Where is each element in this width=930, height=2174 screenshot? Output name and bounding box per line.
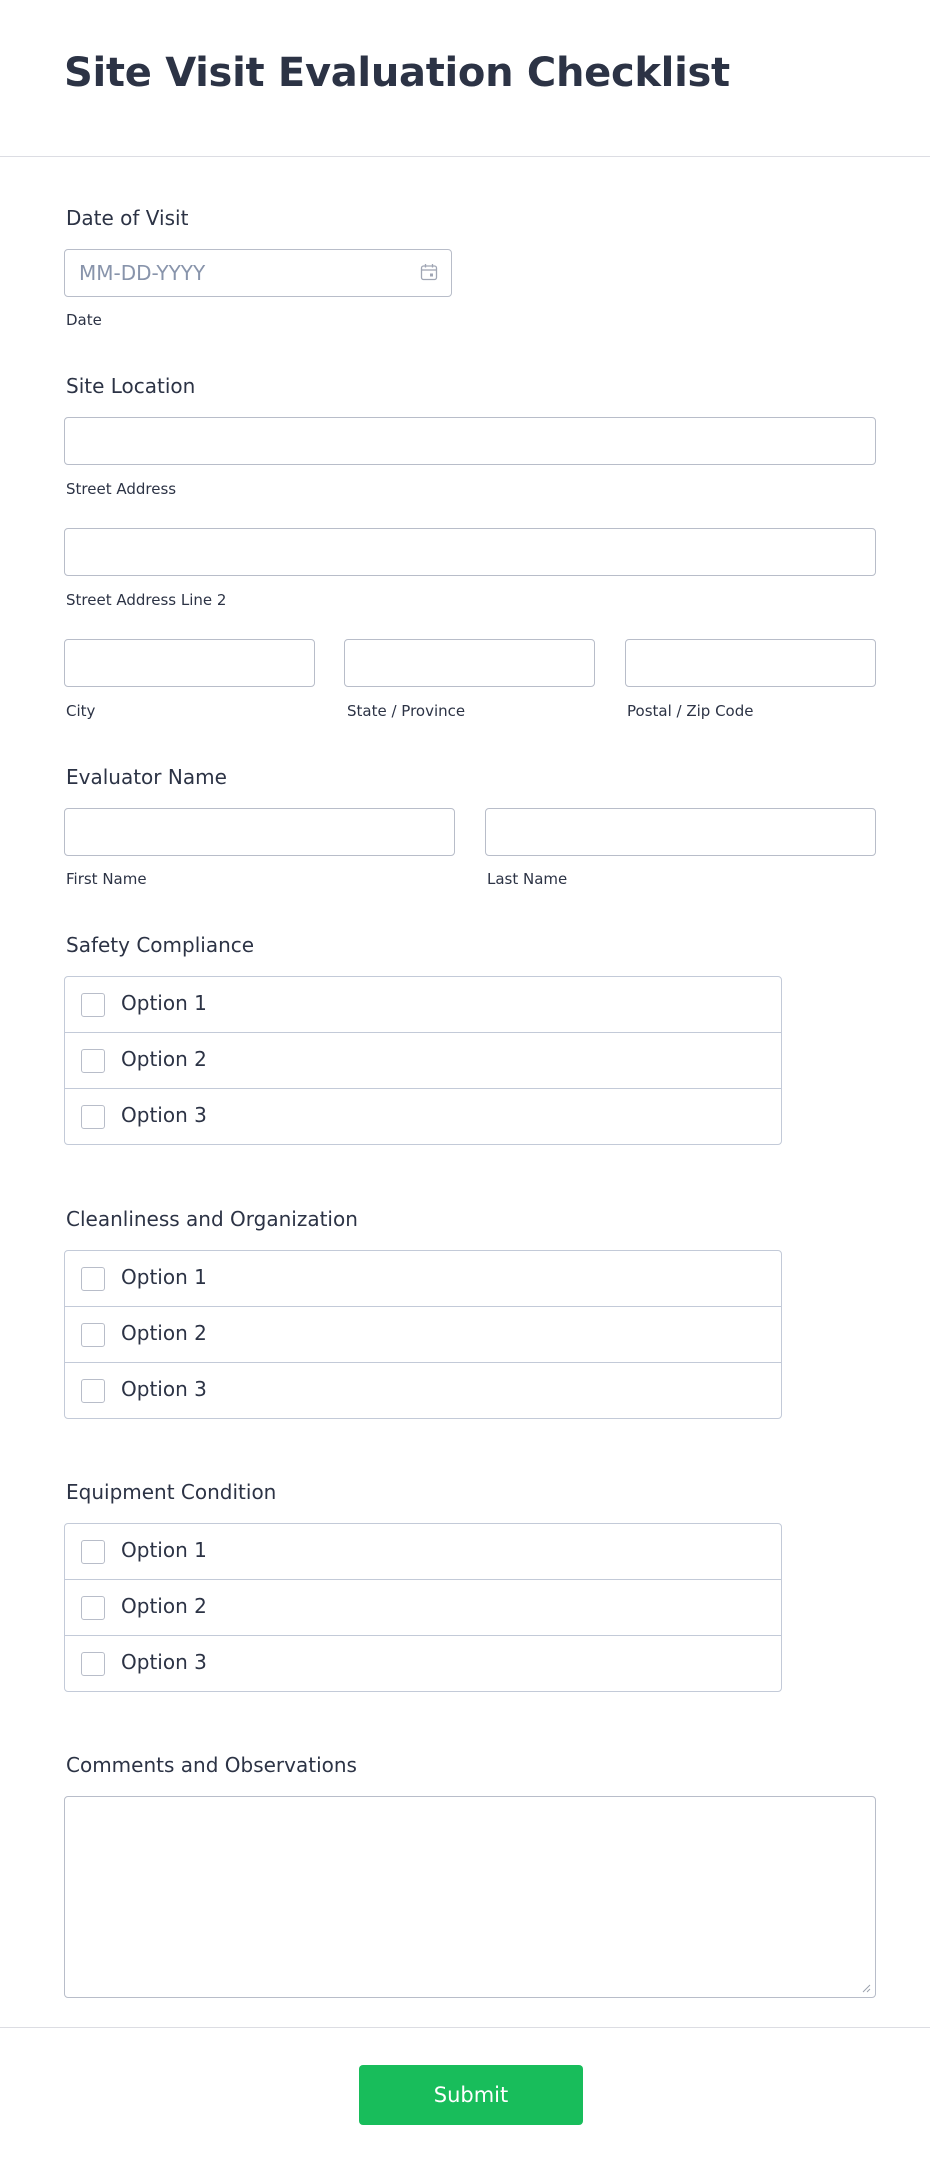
- cleanliness-option-1[interactable]: [65, 1251, 781, 1307]
- cleanliness-label: Cleanliness and Organization: [66, 1207, 358, 1231]
- checkbox[interactable]: [81, 1596, 105, 1620]
- street-address-line2-input[interactable]: [64, 528, 876, 576]
- option-label: Option 3: [121, 1377, 207, 1401]
- last-name-input[interactable]: [485, 808, 876, 856]
- checkbox[interactable]: [81, 993, 105, 1017]
- option-label: Option 1: [121, 991, 207, 1015]
- postal-code-sublabel: Postal / Zip Code: [627, 702, 754, 720]
- calendar-icon[interactable]: [420, 263, 438, 281]
- equipment-condition-label: Equipment Condition: [66, 1480, 277, 1504]
- checkbox[interactable]: [81, 1540, 105, 1564]
- safety-option-1[interactable]: [65, 977, 781, 1033]
- first-name-input[interactable]: [64, 808, 455, 856]
- checkbox[interactable]: [81, 1049, 105, 1073]
- option-label: Option 1: [121, 1265, 207, 1289]
- submit-button[interactable]: Submit: [359, 2065, 583, 2125]
- comments-textarea[interactable]: [64, 1796, 876, 1998]
- street-address-input[interactable]: [64, 417, 876, 465]
- safety-compliance-label: Safety Compliance: [66, 933, 255, 957]
- cleanliness-options: [64, 1250, 782, 1419]
- date-input[interactable]: [64, 249, 452, 297]
- option-label: Option 1: [121, 1538, 207, 1562]
- equipment-option-2[interactable]: [65, 1580, 781, 1636]
- option-label: Option 2: [121, 1047, 207, 1071]
- street-address-line2-sublabel: Street Address Line 2: [66, 591, 227, 609]
- equipment-option-3[interactable]: [65, 1636, 781, 1692]
- option-label: Option 3: [121, 1650, 207, 1674]
- safety-option-3[interactable]: [65, 1089, 781, 1145]
- date-of-visit-label: Date of Visit: [66, 206, 189, 230]
- resize-grip-icon[interactable]: [861, 1983, 871, 1993]
- equipment-condition-options: [64, 1523, 782, 1692]
- postal-code-input[interactable]: [625, 639, 876, 687]
- evaluator-name-label: Evaluator Name: [66, 765, 227, 789]
- checkbox[interactable]: [81, 1105, 105, 1129]
- page-title: Site Visit Evaluation Checklist: [64, 50, 730, 96]
- first-name-sublabel: First Name: [66, 870, 147, 888]
- cleanliness-option-3[interactable]: [65, 1363, 781, 1419]
- state-input[interactable]: [344, 639, 595, 687]
- form-header: [0, 0, 930, 157]
- checkbox[interactable]: [81, 1267, 105, 1291]
- site-location-label: Site Location: [66, 374, 196, 398]
- option-label: Option 2: [121, 1321, 207, 1345]
- date-sublabel: Date: [66, 311, 102, 329]
- checkbox[interactable]: [81, 1323, 105, 1347]
- checkbox[interactable]: [81, 1379, 105, 1403]
- option-label: Option 2: [121, 1594, 207, 1618]
- cleanliness-option-2[interactable]: [65, 1307, 781, 1363]
- comments-label: Comments and Observations: [66, 1753, 357, 1777]
- city-sublabel: City: [66, 702, 96, 720]
- city-input[interactable]: [64, 639, 315, 687]
- safety-option-2[interactable]: [65, 1033, 781, 1089]
- equipment-option-1[interactable]: [65, 1524, 781, 1580]
- state-sublabel: State / Province: [347, 702, 466, 720]
- checkbox[interactable]: [81, 1652, 105, 1676]
- last-name-sublabel: Last Name: [487, 870, 568, 888]
- safety-compliance-options: [64, 976, 782, 1145]
- street-address-sublabel: Street Address: [66, 480, 177, 498]
- option-label: Option 3: [121, 1103, 207, 1127]
